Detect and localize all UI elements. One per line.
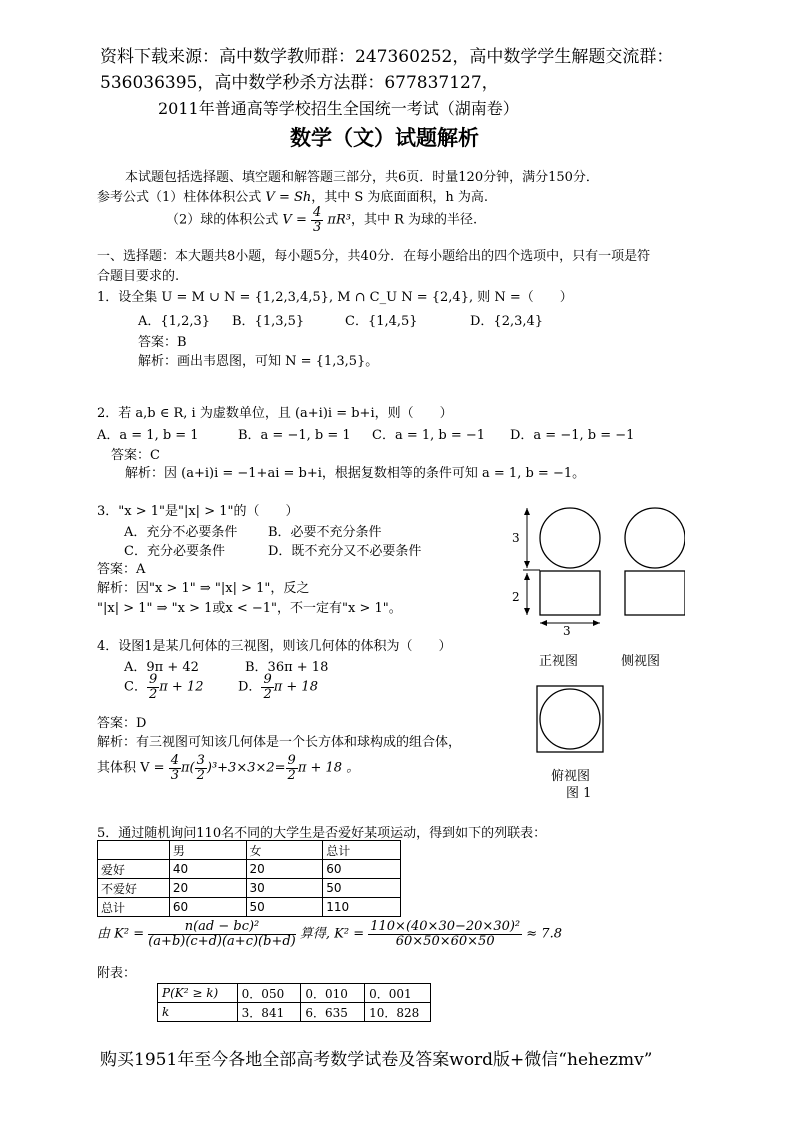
dim-height-bottom-label: 2	[512, 590, 520, 604]
section-heading-line2: 合题目要求的.	[97, 269, 180, 284]
expression-part: π + 18 。	[297, 760, 360, 776]
q2-option-b: B．a = −1, b = 1	[238, 428, 351, 443]
table-row	[158, 1003, 431, 1022]
q2-option-a: A．a = 1, b = 1	[97, 428, 199, 443]
formula-sphere-fraction	[311, 206, 323, 234]
side-view-box	[625, 571, 685, 615]
arrow-up-icon	[524, 508, 530, 515]
option-expression: π + 18	[273, 679, 318, 695]
fraction-numerator: n(ad − bc)²	[148, 920, 296, 935]
table-cell: 不爱好	[98, 879, 170, 898]
q4-analysis-line2	[97, 754, 359, 782]
table-cell: 60	[169, 898, 246, 917]
option-label: C．	[124, 679, 147, 695]
fraction-denominator: 60×50×60×50	[395, 933, 495, 949]
source-header-line1: 资料下载来源：高中数学教师群：247360252，高中数学学生解题交流群：	[100, 47, 674, 67]
footer-ad: 购买1951年至今各地全部高考数学试卷及答案word版+微信“hehezmv”	[100, 1050, 653, 1070]
figure-caption: 图 1	[566, 786, 592, 801]
fraction-numerator: 4	[312, 205, 322, 220]
q4-stem: 4．设图1是某几何体的三视图，则该几何体的体积为（ ）	[97, 639, 452, 654]
front-view-box	[540, 571, 600, 615]
table-cell: 爱好	[98, 860, 170, 879]
arrow-down-icon	[524, 608, 530, 615]
three-view-figure	[505, 505, 685, 805]
table-row	[98, 879, 401, 898]
fraction-denominator: 2	[287, 767, 296, 783]
q4-option-d	[238, 673, 318, 701]
top-view-square	[537, 686, 603, 752]
q4-analysis-line1: 解析：有三视图可知该几何体是一个长方体和球构成的组合体，	[97, 735, 462, 750]
fraction-numerator: 3	[196, 753, 205, 768]
formula-sphere-lhs: V =	[282, 212, 307, 228]
fraction	[148, 920, 296, 948]
table-row	[98, 841, 401, 860]
q3-stem: 3．"x > 1"是"|x| > 1"的（ ）	[97, 504, 299, 519]
fraction	[261, 673, 273, 701]
fraction-denominator: 2	[263, 686, 272, 702]
analysis-prefix: 其体积 V =	[97, 760, 165, 776]
arrow-down-icon	[524, 561, 530, 568]
arrow-right-icon	[593, 620, 600, 626]
q2-stem: 2．若 a,b ∈ R, i 为虚数单位，且 (a+i)i = b+i，则（ ）	[97, 406, 453, 421]
table-row	[98, 898, 401, 917]
q1-stem: 1．设全集 U = M ∪ N = {1,2,3,4,5}, M ∩ C_U N = {2,4}, 则 N =（ ）	[97, 290, 573, 305]
q2-option-d: D．a = −1, b = −1	[510, 428, 635, 443]
chi-square-formula	[97, 920, 562, 948]
table-cell: 60	[323, 860, 401, 879]
table-cell: 0．010	[301, 984, 365, 1003]
q3-option-d: D．既不充分又不必要条件	[268, 544, 422, 559]
formula-result: ≈ 7.8	[526, 926, 562, 942]
q1-analysis: 解析：画出韦恩图，可知 N = {1,3,5}。	[138, 354, 379, 369]
q2-answer: 答案：C	[111, 448, 160, 463]
q2-option-c: C．a = 1, b = −1	[372, 428, 486, 443]
table-cell: 50	[246, 898, 323, 917]
formula-cylinder-suffix: ，其中 S 为底面面积，h 为高.	[311, 190, 489, 205]
q4-option-b: B．36π + 18	[245, 660, 329, 675]
fraction	[195, 754, 207, 782]
arrow-left-icon	[540, 620, 547, 626]
arrow-up-icon	[524, 573, 530, 580]
fraction-numerator: 4	[170, 753, 179, 768]
q3-analysis-line1: 解析：因"x > 1" ⇒ "|x| > 1"，反之	[97, 581, 310, 596]
section-heading-line1: 一、选择题：本大题共8小题，每小题5分，共40分．在每小题给出的四个选项中，只有一项是符	[97, 249, 651, 264]
table-header: 男	[169, 841, 246, 860]
side-view-label: 侧视图	[621, 654, 661, 669]
q4-option-a: A．9π + 42	[124, 660, 199, 675]
dim-width-label: 3	[563, 624, 571, 638]
fraction-denominator: 3	[170, 767, 179, 783]
fraction-denominator: 3	[312, 219, 322, 235]
source-header-line2: 536036395，高中数学秒杀方法群：677837127，	[100, 73, 499, 93]
table-header: 女	[246, 841, 323, 860]
fraction-denominator: 2	[196, 767, 205, 783]
q3-analysis-line2: "|x| > 1" ⇒ "x > 1或x < −1"，不一定有"x > 1"。	[97, 601, 402, 616]
table-cell: P(K² ≥ k)	[158, 984, 238, 1003]
fraction-numerator: 110×(40×30−20×30)²	[370, 919, 521, 934]
table-cell: 20	[246, 860, 323, 879]
q1-option-b: B．{1,3,5}	[232, 314, 305, 329]
table-cell: 6．635	[301, 1003, 365, 1022]
table-cell	[98, 841, 170, 860]
formula-sphere-suffix: ，其中 R 为球的半径.	[350, 212, 478, 228]
q1-option-a: A．{1,2,3}	[138, 314, 211, 329]
fraction	[147, 673, 159, 701]
table-header: 总计	[323, 841, 401, 860]
option-label: D．	[238, 679, 262, 695]
table-cell: k	[158, 1003, 238, 1022]
q3-option-b: B．必要不充分条件	[268, 525, 382, 540]
table-cell: 40	[169, 860, 246, 879]
q4-option-c	[124, 673, 203, 701]
side-view-sphere	[625, 508, 685, 568]
q1-answer: 答案：B	[138, 335, 187, 350]
table-row	[158, 984, 431, 1003]
q4-answer: 答案：D	[97, 716, 147, 731]
expression-part: π(	[180, 760, 195, 776]
exam-title: 2011年普通高等学校招生全国统一考试（湖南卷）	[158, 99, 519, 118]
fraction	[286, 754, 298, 782]
table-cell: 30	[246, 879, 323, 898]
formula-middle: 算得, K² =	[299, 926, 365, 942]
q1-option-c: C．{1,4,5}	[345, 314, 418, 329]
formula-sphere-rhs: πR³	[327, 212, 351, 228]
fraction	[169, 754, 181, 782]
top-view-circle	[540, 689, 600, 749]
critical-value-table	[157, 983, 431, 1022]
contingency-table	[97, 840, 401, 917]
fraction-denominator: 2	[148, 686, 158, 702]
fraction-numerator: 9	[148, 672, 158, 687]
table-cell: 0．001	[365, 984, 431, 1003]
q3-answer: 答案：A	[97, 562, 146, 577]
q1-option-d: D．{2,3,4}	[470, 314, 544, 329]
option-expression: π + 12	[159, 679, 204, 695]
table-row	[98, 860, 401, 879]
fraction-numerator: 9	[287, 753, 296, 768]
page-title: 数学（文）试题解析	[290, 125, 479, 150]
q3-option-c: C．充分必要条件	[124, 544, 225, 559]
table-cell: 总计	[98, 898, 170, 917]
table-cell: 20	[169, 879, 246, 898]
formula-cylinder	[97, 186, 488, 205]
top-view-label: 俯视图	[551, 769, 591, 784]
formula-prefix: 由 K² =	[97, 926, 145, 942]
fraction-denominator: (a+b)(c+d)(a+c)(b+d)	[148, 933, 296, 949]
formula-cylinder-prefix: 参考公式（1）柱体体积公式	[97, 190, 262, 205]
front-view-sphere	[540, 508, 600, 568]
expression-part: )³+3×3×2=	[206, 760, 286, 776]
table-cell: 50	[323, 879, 401, 898]
front-view-label: 正视图	[539, 654, 579, 669]
dim-height-top-label: 3	[512, 531, 520, 545]
fraction	[368, 920, 522, 948]
appendix-label: 附表：	[97, 966, 137, 981]
q5-stem: 5．通过随机询问110名不同的大学生是否爱好某项运动，得到如下的列联表：	[97, 826, 547, 841]
table-cell: 0．050	[237, 984, 301, 1003]
q3-option-a: A．充分不必要条件	[124, 525, 238, 540]
q2-analysis: 解析：因 (a+i)i = −1+ai = b+i，根据复数相等的条件可知 a = 1, b = −1。	[125, 466, 586, 481]
fraction-numerator: 9	[263, 672, 272, 687]
formula-sphere-prefix: （2）球的体积公式	[166, 212, 279, 228]
table-cell: 10．828	[365, 1003, 431, 1022]
table-cell: 3．841	[237, 1003, 301, 1022]
formula-sphere	[166, 206, 477, 234]
intro-text: 本试题包括选择题、填空题和解答题三部分，共6页．时量120分钟，满分150分．	[125, 170, 599, 185]
formula-cylinder-math: V = Sh	[265, 190, 312, 205]
table-cell: 110	[323, 898, 401, 917]
